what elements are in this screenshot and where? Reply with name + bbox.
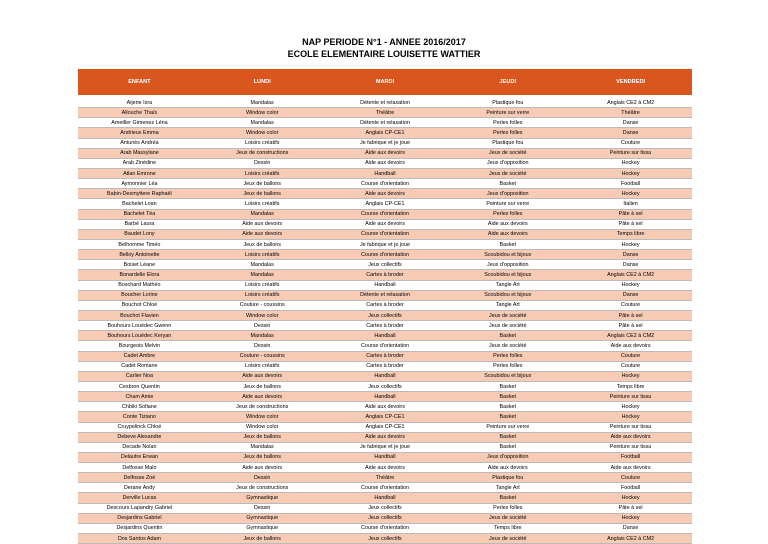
monday-activity-cell: Jeux de ballons: [201, 189, 324, 199]
table-row: [78, 412, 692, 422]
tuesday-activity-cell: Détente et relaxation: [324, 118, 447, 128]
schedule-table: [78, 69, 692, 544]
thursday-activity-cell: Jeux d'opposition: [446, 260, 569, 270]
thursday-activity-cell: Jeux de société: [446, 341, 569, 351]
tuesday-activity-cell: Course d'orientation: [324, 229, 447, 239]
tuesday-activity-cell: Course d'orientation: [324, 341, 447, 351]
monday-activity-cell: Window color: [201, 128, 324, 138]
friday-activity-cell: Hockey: [569, 239, 692, 249]
tuesday-activity-cell: Course d'orientation: [324, 483, 447, 493]
tuesday-activity-cell: Jeux collectifs: [324, 503, 447, 513]
child-name-cell: Belhomme Timéo: [78, 239, 201, 249]
table-row: [78, 321, 692, 331]
monday-activity-cell: Window color: [201, 108, 324, 118]
friday-activity-cell: Aide aux devoirs: [569, 463, 692, 473]
monday-activity-cell: Gymnastique: [201, 523, 324, 533]
thursday-activity-cell: Basket: [446, 442, 569, 452]
child-name-cell: Aymonnier Léa: [78, 179, 201, 189]
table-row: [78, 534, 692, 544]
table-row: [78, 493, 692, 503]
thursday-activity-cell: Basket: [446, 239, 569, 249]
table-row: [78, 422, 692, 432]
child-name-cell: Chbiki Sofiane: [78, 402, 201, 412]
child-name-cell: Bouhours Louédec Gwenn: [78, 321, 201, 331]
monday-activity-cell: Jeux de ballons: [201, 381, 324, 391]
monday-activity-cell: Loisirs créatifs: [201, 199, 324, 209]
table-row: [78, 452, 692, 462]
table-row: [78, 371, 692, 381]
friday-activity-cell: Danse: [569, 128, 692, 138]
friday-activity-cell: Italien: [569, 199, 692, 209]
thursday-activity-cell: Perles folles: [446, 351, 569, 361]
thursday-activity-cell: Plastique fou: [446, 98, 569, 108]
tuesday-activity-cell: Anglais CP-CE1: [324, 422, 447, 432]
monday-activity-cell: Mandalas: [201, 98, 324, 108]
tuesday-activity-cell: Cartes à broder: [324, 300, 447, 310]
child-name-cell: Descours Lapandry Gabriel: [78, 503, 201, 513]
thursday-activity-cell: Basket: [446, 392, 569, 402]
child-name-cell: Desjardins Gabriel: [78, 513, 201, 523]
monday-activity-cell: Loisirs créatifs: [201, 138, 324, 148]
column-header-lundi: LUNDI: [201, 69, 324, 95]
friday-activity-cell: Aide aux devoirs: [569, 341, 692, 351]
monday-activity-cell: Jeux de ballons: [201, 179, 324, 189]
child-name-cell: Cesbron Quentin: [78, 381, 201, 391]
table-row: [78, 392, 692, 402]
monday-activity-cell: Window color: [201, 310, 324, 320]
thursday-activity-cell: Peinture sur verre: [446, 422, 569, 432]
tuesday-activity-cell: Handball: [324, 452, 447, 462]
table-row: [78, 229, 692, 239]
table-row: [78, 290, 692, 300]
monday-activity-cell: Loisirs créatifs: [201, 290, 324, 300]
friday-activity-cell: Pâte à sel: [569, 503, 692, 513]
child-name-cell: Andrieux Emma: [78, 128, 201, 138]
table-row: [78, 199, 692, 209]
child-name-cell: Bouhours Louédec Keryan: [78, 331, 201, 341]
tuesday-activity-cell: Cartes à broder: [324, 351, 447, 361]
column-header-vendredi: VENDREDI: [569, 69, 692, 95]
tuesday-activity-cell: Course d'orientation: [324, 179, 447, 189]
thursday-activity-cell: Tangle Art: [446, 300, 569, 310]
table-row: [78, 250, 692, 260]
tuesday-activity-cell: Anglais CP-CE1: [324, 199, 447, 209]
table-row: [78, 239, 692, 249]
friday-activity-cell: Danse: [569, 523, 692, 533]
child-name-cell: Antunès Andréa: [78, 138, 201, 148]
table-row: [78, 442, 692, 452]
thursday-activity-cell: Jeux de société: [446, 148, 569, 158]
child-name-cell: Dos Santos Adam: [78, 534, 201, 544]
table-row: [78, 463, 692, 473]
thursday-activity-cell: Temps libre: [446, 523, 569, 533]
friday-activity-cell: Hockey: [569, 158, 692, 168]
thursday-activity-cell: Jeux de société: [446, 168, 569, 178]
thursday-activity-cell: Basket: [446, 412, 569, 422]
child-name-cell: Boucher Lorine: [78, 290, 201, 300]
monday-activity-cell: Mandalas: [201, 118, 324, 128]
friday-activity-cell: Football: [569, 452, 692, 462]
friday-activity-cell: Peinture sur tissu: [569, 422, 692, 432]
thursday-activity-cell: Peinture sur verre: [446, 199, 569, 209]
header-row: [78, 69, 692, 95]
friday-activity-cell: Peinture sur tissu: [569, 148, 692, 158]
table-row: [78, 219, 692, 229]
thursday-activity-cell: Perles folles: [446, 128, 569, 138]
monday-activity-cell: Loisirs créatifs: [201, 168, 324, 178]
thursday-activity-cell: Scoubidou et bijoux: [446, 290, 569, 300]
friday-activity-cell: Danse: [569, 250, 692, 260]
monday-activity-cell: Loisirs créatifs: [201, 361, 324, 371]
friday-activity-cell: Pâte à sel: [569, 219, 692, 229]
tuesday-activity-cell: Course d'orientation: [324, 523, 447, 533]
friday-activity-cell: Hockey: [569, 402, 692, 412]
monday-activity-cell: Gymnastique: [201, 513, 324, 523]
tuesday-activity-cell: Je fabrique et je joue: [324, 239, 447, 249]
child-name-cell: Arab Massylane: [78, 148, 201, 158]
friday-activity-cell: Pâte à sel: [569, 209, 692, 219]
table-row: [78, 513, 692, 523]
tuesday-activity-cell: Handball: [324, 280, 447, 290]
tuesday-activity-cell: Course d'orientation: [324, 250, 447, 260]
monday-activity-cell: Jeux de ballons: [201, 534, 324, 544]
child-name-cell: Baudet Lony: [78, 229, 201, 239]
document-title: NAP PERIODE N°1 - ANNEE 2016/2017: [302, 37, 466, 47]
friday-activity-cell: Couture: [569, 473, 692, 483]
tuesday-activity-cell: Jeux collectifs: [324, 381, 447, 391]
tuesday-activity-cell: Théâtre: [324, 473, 447, 483]
child-name-cell: Delfosse Malo: [78, 463, 201, 473]
tuesday-activity-cell: Je fabrique et je joue: [324, 138, 447, 148]
thursday-activity-cell: Scoubidou et bijoux: [446, 371, 569, 381]
table-row: [78, 108, 692, 118]
monday-activity-cell: Jeux de constructions: [201, 402, 324, 412]
table-row: [78, 503, 692, 513]
thursday-activity-cell: Jeux de société: [446, 321, 569, 331]
thursday-activity-cell: Plastique fou: [446, 138, 569, 148]
thursday-activity-cell: Perles folles: [446, 361, 569, 371]
thursday-activity-cell: Aide aux devoirs: [446, 229, 569, 239]
friday-activity-cell: Théâtre: [569, 108, 692, 118]
monday-activity-cell: Aide aux devoirs: [201, 371, 324, 381]
monday-activity-cell: Mandalas: [201, 270, 324, 280]
monday-activity-cell: Window color: [201, 422, 324, 432]
friday-activity-cell: Couture: [569, 300, 692, 310]
friday-activity-cell: Anglais CE2 à CM2: [569, 98, 692, 108]
table-row: [78, 168, 692, 178]
friday-activity-cell: Peinture sur tissu: [569, 392, 692, 402]
friday-activity-cell: Hockey: [569, 168, 692, 178]
child-name-cell: Cruypelinck Chloé: [78, 422, 201, 432]
monday-activity-cell: Jeux de constructions: [201, 483, 324, 493]
monday-activity-cell: Dessin: [201, 503, 324, 513]
friday-activity-cell: Hockey: [569, 189, 692, 199]
tuesday-activity-cell: Handball: [324, 331, 447, 341]
monday-activity-cell: Dessin: [201, 158, 324, 168]
school-name: ECOLE ELEMENTAIRE LOUISETTE WATTIER: [287, 49, 481, 59]
tuesday-activity-cell: Aide aux devoirs: [324, 432, 447, 442]
column-header-enfant: ENFANT: [78, 69, 201, 95]
tuesday-activity-cell: Jeux collectifs: [324, 310, 447, 320]
tuesday-activity-cell: Jeux collectifs: [324, 260, 447, 270]
column-header-mardi: MARDI: [324, 69, 447, 95]
tuesday-activity-cell: Théâtre: [324, 108, 447, 118]
child-name-cell: Desjardins Quentin: [78, 523, 201, 533]
child-name-cell: Bourgeois Melvin: [78, 341, 201, 351]
child-name-cell: Ametller Gimenez Léna: [78, 118, 201, 128]
child-name-cell: Bouchot Flavien: [78, 310, 201, 320]
thursday-activity-cell: Basket: [446, 493, 569, 503]
monday-activity-cell: Couture - coussins: [201, 351, 324, 361]
friday-activity-cell: Peinture sur tissu: [569, 442, 692, 452]
friday-activity-cell: Danse: [569, 260, 692, 270]
friday-activity-cell: Danse: [569, 118, 692, 128]
child-name-cell: Delautre Erwan: [78, 452, 201, 462]
monday-activity-cell: Gymnastique: [201, 493, 324, 503]
child-name-cell: Delfosse Zoé: [78, 473, 201, 483]
child-name-cell: Cadet Ambre: [78, 351, 201, 361]
table-row: [78, 473, 692, 483]
child-name-cell: Bonardelle Elora: [78, 270, 201, 280]
monday-activity-cell: Aide aux devoirs: [201, 219, 324, 229]
tuesday-activity-cell: Handball: [324, 168, 447, 178]
child-name-cell: Bouchot Chloé: [78, 300, 201, 310]
thursday-activity-cell: Basket: [446, 402, 569, 412]
table-row: [78, 483, 692, 493]
table-row: [78, 118, 692, 128]
friday-activity-cell: Danse: [569, 290, 692, 300]
thursday-activity-cell: Perles folles: [446, 503, 569, 513]
table-row: [78, 402, 692, 412]
tuesday-activity-cell: Jeux collectifs: [324, 513, 447, 523]
child-name-cell: Barbé Laura: [78, 219, 201, 229]
monday-activity-cell: Jeux de ballons: [201, 432, 324, 442]
thursday-activity-cell: Basket: [446, 331, 569, 341]
friday-activity-cell: Hockey: [569, 513, 692, 523]
tuesday-activity-cell: Anglais CP-CE1: [324, 128, 447, 138]
table-row: [78, 280, 692, 290]
monday-activity-cell: Dessin: [201, 321, 324, 331]
child-name-cell: Babin-Desmyttere Raphaël: [78, 189, 201, 199]
tuesday-activity-cell: Jeux collectifs: [324, 534, 447, 544]
friday-activity-cell: Football: [569, 483, 692, 493]
thursday-activity-cell: Jeux d'opposition: [446, 158, 569, 168]
table-row: [78, 523, 692, 533]
friday-activity-cell: Hockey: [569, 412, 692, 422]
thursday-activity-cell: Perles folles: [446, 209, 569, 219]
child-name-cell: Cadet Romane: [78, 361, 201, 371]
thursday-activity-cell: Peinture sur verre: [446, 108, 569, 118]
table-row: [78, 331, 692, 341]
title-block: [0, 36, 768, 60]
child-name-cell: Bachelet Téa: [78, 209, 201, 219]
table-row: [78, 179, 692, 189]
tuesday-activity-cell: Aide aux devoirs: [324, 402, 447, 412]
monday-activity-cell: Jeux de ballons: [201, 452, 324, 462]
table-row: [78, 351, 692, 361]
table-row: [78, 189, 692, 199]
friday-activity-cell: Anglais CE2 à CM2: [569, 270, 692, 280]
table-row: [78, 381, 692, 391]
column-header-jeudi: JEUDI: [446, 69, 569, 95]
monday-activity-cell: Mandalas: [201, 260, 324, 270]
thursday-activity-cell: Basket: [446, 179, 569, 189]
thursday-activity-cell: Basket: [446, 432, 569, 442]
thursday-activity-cell: Aide aux devoirs: [446, 463, 569, 473]
friday-activity-cell: Football: [569, 179, 692, 189]
monday-activity-cell: Aide aux devoirs: [201, 229, 324, 239]
table-row: [78, 138, 692, 148]
table-row: [78, 300, 692, 310]
friday-activity-cell: Pâte à sel: [569, 310, 692, 320]
monday-activity-cell: Aide aux devoirs: [201, 392, 324, 402]
thursday-activity-cell: Scoubidou et bijoux: [446, 250, 569, 260]
monday-activity-cell: Mandalas: [201, 442, 324, 452]
friday-activity-cell: Anglais CE2 à CM2: [569, 534, 692, 544]
tuesday-activity-cell: Handball: [324, 392, 447, 402]
tuesday-activity-cell: Je fabrique et je joue: [324, 442, 447, 452]
table-row: [78, 148, 692, 158]
child-name-cell: Derville Lucas: [78, 493, 201, 503]
child-name-cell: Boschard Mathéo: [78, 280, 201, 290]
friday-activity-cell: Temps libre: [569, 229, 692, 239]
friday-activity-cell: Anglais CE2 à CM2: [569, 331, 692, 341]
tuesday-activity-cell: Aide aux devoirs: [324, 148, 447, 158]
friday-activity-cell: Couture: [569, 351, 692, 361]
friday-activity-cell: Couture: [569, 138, 692, 148]
table-row: [78, 361, 692, 371]
monday-activity-cell: Couture - coussins: [201, 300, 324, 310]
monday-activity-cell: Jeux de constructions: [201, 148, 324, 158]
child-name-cell: Debeve Alexandre: [78, 432, 201, 442]
table-row: [78, 260, 692, 270]
thursday-activity-cell: Scoubidou et bijoux: [446, 270, 569, 280]
friday-activity-cell: Hockey: [569, 280, 692, 290]
thursday-activity-cell: Perles folles: [446, 118, 569, 128]
thursday-activity-cell: Tangle Art: [446, 483, 569, 493]
monday-activity-cell: Window color: [201, 412, 324, 422]
child-name-cell: Decade Nolan: [78, 442, 201, 452]
table-row: [78, 209, 692, 219]
thursday-activity-cell: Plastique fou: [446, 473, 569, 483]
table-row: [78, 432, 692, 442]
tuesday-activity-cell: Aide aux devoirs: [324, 158, 447, 168]
table-row: [78, 341, 692, 351]
child-name-cell: Belloy Antoinette: [78, 250, 201, 260]
monday-activity-cell: Dessin: [201, 473, 324, 483]
monday-activity-cell: Loisirs créatifs: [201, 250, 324, 260]
child-name-cell: Cham Amie: [78, 392, 201, 402]
tuesday-activity-cell: Détente et relaxation: [324, 98, 447, 108]
tuesday-activity-cell: Handball: [324, 493, 447, 503]
child-name-cell: Carlier Noa: [78, 371, 201, 381]
table-row: [78, 270, 692, 280]
monday-activity-cell: Jeux de ballons: [201, 239, 324, 249]
thursday-activity-cell: Jeux de société: [446, 534, 569, 544]
thursday-activity-cell: Basket: [446, 381, 569, 391]
table-row: [78, 128, 692, 138]
tuesday-activity-cell: Aide aux devoirs: [324, 463, 447, 473]
friday-activity-cell: Temps libre: [569, 381, 692, 391]
tuesday-activity-cell: Cartes à broder: [324, 270, 447, 280]
friday-activity-cell: Hockey: [569, 493, 692, 503]
friday-activity-cell: Couture: [569, 361, 692, 371]
child-name-cell: Aijene Isra: [78, 98, 201, 108]
tuesday-activity-cell: Cartes à broder: [324, 321, 447, 331]
friday-activity-cell: Pâte à sel: [569, 321, 692, 331]
table-row: [78, 310, 692, 320]
monday-activity-cell: Mandalas: [201, 209, 324, 219]
thursday-activity-cell: Jeux de société: [446, 310, 569, 320]
child-name-cell: Boiset Léane: [78, 260, 201, 270]
tuesday-activity-cell: Course d'orientation: [324, 209, 447, 219]
child-name-cell: Bachelet Loan: [78, 199, 201, 209]
child-name-cell: Allouche Thaïs: [78, 108, 201, 118]
friday-activity-cell: Aide aux devoirs: [569, 432, 692, 442]
tuesday-activity-cell: Aide aux devoirs: [324, 219, 447, 229]
table-row: [78, 158, 692, 168]
thursday-activity-cell: Jeux d'opposition: [446, 189, 569, 199]
thursday-activity-cell: Tangle Art: [446, 280, 569, 290]
table-row: [78, 98, 692, 108]
thursday-activity-cell: Jeux d'opposition: [446, 452, 569, 462]
thursday-activity-cell: Aide aux devoirs: [446, 219, 569, 229]
friday-activity-cell: Hockey: [569, 371, 692, 381]
child-name-cell: Arab Zinédine: [78, 158, 201, 168]
tuesday-activity-cell: Cartes à broder: [324, 361, 447, 371]
tuesday-activity-cell: Anglais CP-CE1: [324, 412, 447, 422]
tuesday-activity-cell: Handball: [324, 371, 447, 381]
monday-activity-cell: Loisirs créatifs: [201, 280, 324, 290]
child-name-cell: Derane Andy: [78, 483, 201, 493]
monday-activity-cell: Aide aux devoirs: [201, 463, 324, 473]
monday-activity-cell: Dessin: [201, 341, 324, 351]
child-name-cell: Atlan Emrone: [78, 168, 201, 178]
thursday-activity-cell: Jeux de société: [446, 513, 569, 523]
monday-activity-cell: Mandalas: [201, 331, 324, 341]
tuesday-activity-cell: Détente et relaxation: [324, 290, 447, 300]
tuesday-activity-cell: Aide aux devoirs: [324, 189, 447, 199]
child-name-cell: Conte Tiziano: [78, 412, 201, 422]
